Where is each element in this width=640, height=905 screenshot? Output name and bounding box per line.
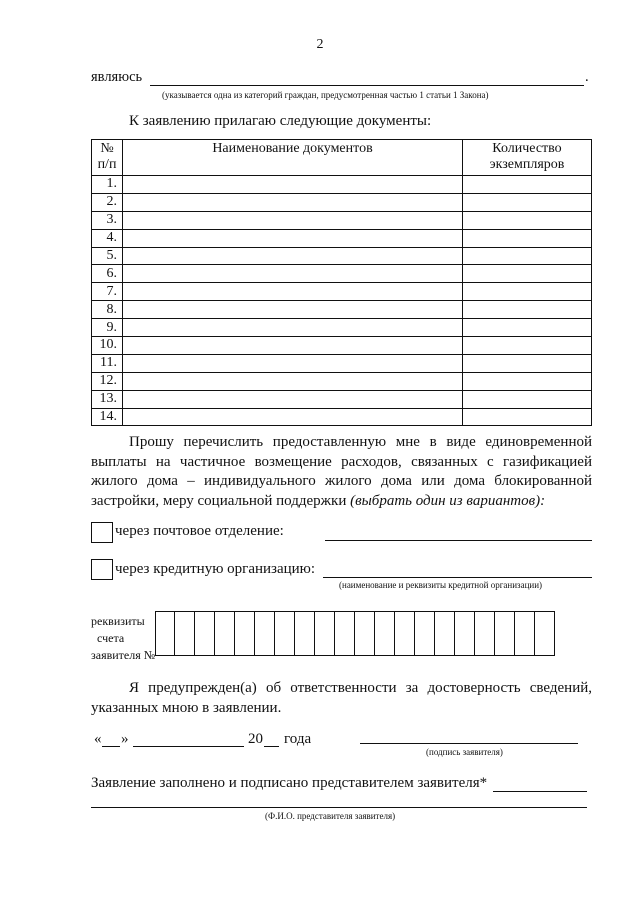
account-digit-cell[interactable] <box>515 611 535 656</box>
copies-count-cell[interactable] <box>463 247 592 265</box>
document-name-cell[interactable] <box>123 247 463 265</box>
account-digit-cell[interactable] <box>255 611 275 656</box>
post-office-line[interactable] <box>325 540 592 541</box>
document-name-cell[interactable] <box>123 229 463 247</box>
table-row <box>92 408 592 426</box>
table-row <box>92 265 592 283</box>
document-name-cell[interactable] <box>123 176 463 194</box>
date-year-suffix: года <box>284 731 312 747</box>
document-name-cell[interactable] <box>123 408 463 426</box>
table-row <box>92 211 592 229</box>
attachments-intro: К заявлению прилагаю следующие документы: <box>129 113 432 129</box>
account-digit-cell[interactable] <box>495 611 515 656</box>
document-name-cell[interactable] <box>123 301 463 319</box>
row-number: 7. <box>92 283 123 301</box>
row-number: 8. <box>92 301 123 319</box>
document-name-cell[interactable] <box>123 319 463 337</box>
table-row <box>92 229 592 247</box>
table-row <box>92 247 592 265</box>
representative-name-line[interactable] <box>91 807 587 808</box>
row-number: 4. <box>92 229 123 247</box>
post-office-option-label: через почтовое отделение: <box>115 523 284 539</box>
copies-count-cell[interactable] <box>463 176 592 194</box>
document-name-cell[interactable] <box>123 193 463 211</box>
bank-caption: (наименование и реквизиты кредитной организации) <box>339 580 543 590</box>
account-digit-cell[interactable] <box>535 611 555 656</box>
date-open-quote: « <box>94 731 102 747</box>
copies-count-cell[interactable] <box>463 229 592 247</box>
bank-details-line[interactable] <box>323 577 592 578</box>
copies-count-cell[interactable] <box>463 265 592 283</box>
representative-text: Заявление заполнено и подписано представителем заявителя* <box>91 775 488 791</box>
signature-caption: (подпись заявителя) <box>426 747 503 757</box>
date-year-line[interactable] <box>264 746 279 747</box>
document-name-cell[interactable] <box>123 283 463 301</box>
copies-count-cell[interactable] <box>463 390 592 408</box>
copies-count-cell[interactable] <box>463 319 592 337</box>
category-line[interactable] <box>150 85 584 86</box>
document-name-cell[interactable] <box>123 354 463 372</box>
page-number: 2 <box>316 37 324 52</box>
document-name-cell[interactable] <box>123 211 463 229</box>
copies-count-cell[interactable] <box>463 283 592 301</box>
copies-count-cell[interactable] <box>463 193 592 211</box>
account-digit-cell[interactable] <box>355 611 375 656</box>
table-row <box>92 390 592 408</box>
col-name-header: Наименование документов <box>123 140 463 176</box>
copies-count-cell[interactable] <box>463 408 592 426</box>
account-digit-cell[interactable] <box>155 611 175 656</box>
table-row <box>92 319 592 337</box>
account-label-line2: счета <box>97 631 125 645</box>
account-digit-cell[interactable] <box>235 611 255 656</box>
table-row <box>92 301 592 319</box>
account-digit-cell[interactable] <box>315 611 335 656</box>
date-close-quote: » <box>121 731 129 747</box>
account-label <box>91 613 155 664</box>
row-number: 13. <box>92 390 123 408</box>
row-number: 5. <box>92 247 123 265</box>
row-number: 10. <box>92 337 123 355</box>
account-digit-cell[interactable] <box>215 611 235 656</box>
document-name-cell[interactable] <box>123 265 463 283</box>
account-digit-cell[interactable] <box>275 611 295 656</box>
post-office-checkbox[interactable] <box>91 522 113 543</box>
payment-request <box>91 433 592 511</box>
category-end-mark: . <box>585 69 589 85</box>
representative-short-line[interactable] <box>493 791 587 792</box>
table-row <box>92 354 592 372</box>
account-digit-cell[interactable] <box>475 611 495 656</box>
row-number: 9. <box>92 319 123 337</box>
row-number: 6. <box>92 265 123 283</box>
date-year-prefix: 20 <box>248 731 263 747</box>
row-number: 2. <box>92 193 123 211</box>
table-row <box>92 337 592 355</box>
row-number: 11. <box>92 354 123 372</box>
document-name-cell[interactable] <box>123 390 463 408</box>
copies-count-cell[interactable] <box>463 211 592 229</box>
col-count-header: Количество экземпляров <box>463 140 592 176</box>
document-name-cell[interactable] <box>123 337 463 355</box>
account-number-grid[interactable] <box>155 611 555 656</box>
account-digit-cell[interactable] <box>295 611 315 656</box>
liability-warning-text: Я предупрежден(а) об ответственности за достоверность сведений, указанных мною в заявлении. <box>91 680 592 716</box>
account-digit-cell[interactable] <box>335 611 355 656</box>
date-month-line[interactable] <box>133 746 244 747</box>
copies-count-cell[interactable] <box>463 372 592 390</box>
representative-caption: (Ф.И.О. представителя заявителя) <box>265 811 396 821</box>
table-header-row <box>92 140 592 176</box>
account-digit-cell[interactable] <box>415 611 435 656</box>
liability-warning <box>91 679 592 718</box>
account-digit-cell[interactable] <box>195 611 215 656</box>
signature-line[interactable] <box>360 743 578 744</box>
copies-count-cell[interactable] <box>463 354 592 372</box>
account-digit-cell[interactable] <box>395 611 415 656</box>
table-row <box>92 283 592 301</box>
account-label-line3: заявителя № <box>91 648 156 662</box>
bank-option-label: через кредитную организацию: <box>115 561 316 577</box>
account-label-line1: реквизиты <box>91 614 145 628</box>
table-row <box>92 193 592 211</box>
copies-count-cell[interactable] <box>463 301 592 319</box>
payment-request-text: Прошу перечислить предоставленную мне в виде единовременной выплаты на частичное возмещение расходов, связанных с газификацией жилого дома – индивидуального жилого дома или дома блокированной застройки, меру социальной поддержки <box>91 434 592 509</box>
category-label: являюсь <box>91 69 143 85</box>
account-digit-cell[interactable] <box>435 611 455 656</box>
bank-checkbox[interactable] <box>91 559 113 580</box>
category-caption: (указывается одна из категорий граждан, предусмотренная частью 1 статьи 1 Закона) <box>162 90 489 100</box>
documents-table <box>91 139 592 426</box>
table-row <box>92 176 592 194</box>
account-digit-cell[interactable] <box>375 611 395 656</box>
row-number: 12. <box>92 372 123 390</box>
account-digit-cell[interactable] <box>175 611 195 656</box>
document-name-cell[interactable] <box>123 372 463 390</box>
copies-count-cell[interactable] <box>463 337 592 355</box>
row-number: 14. <box>92 408 123 426</box>
payment-choice-hint: (выбрать один из вариантов): <box>350 492 546 509</box>
date-day-line[interactable] <box>102 746 120 747</box>
row-number: 3. <box>92 211 123 229</box>
col-number-header: № п/п <box>92 140 123 176</box>
account-digit-cell[interactable] <box>455 611 475 656</box>
table-row <box>92 372 592 390</box>
row-number: 1. <box>92 176 123 194</box>
